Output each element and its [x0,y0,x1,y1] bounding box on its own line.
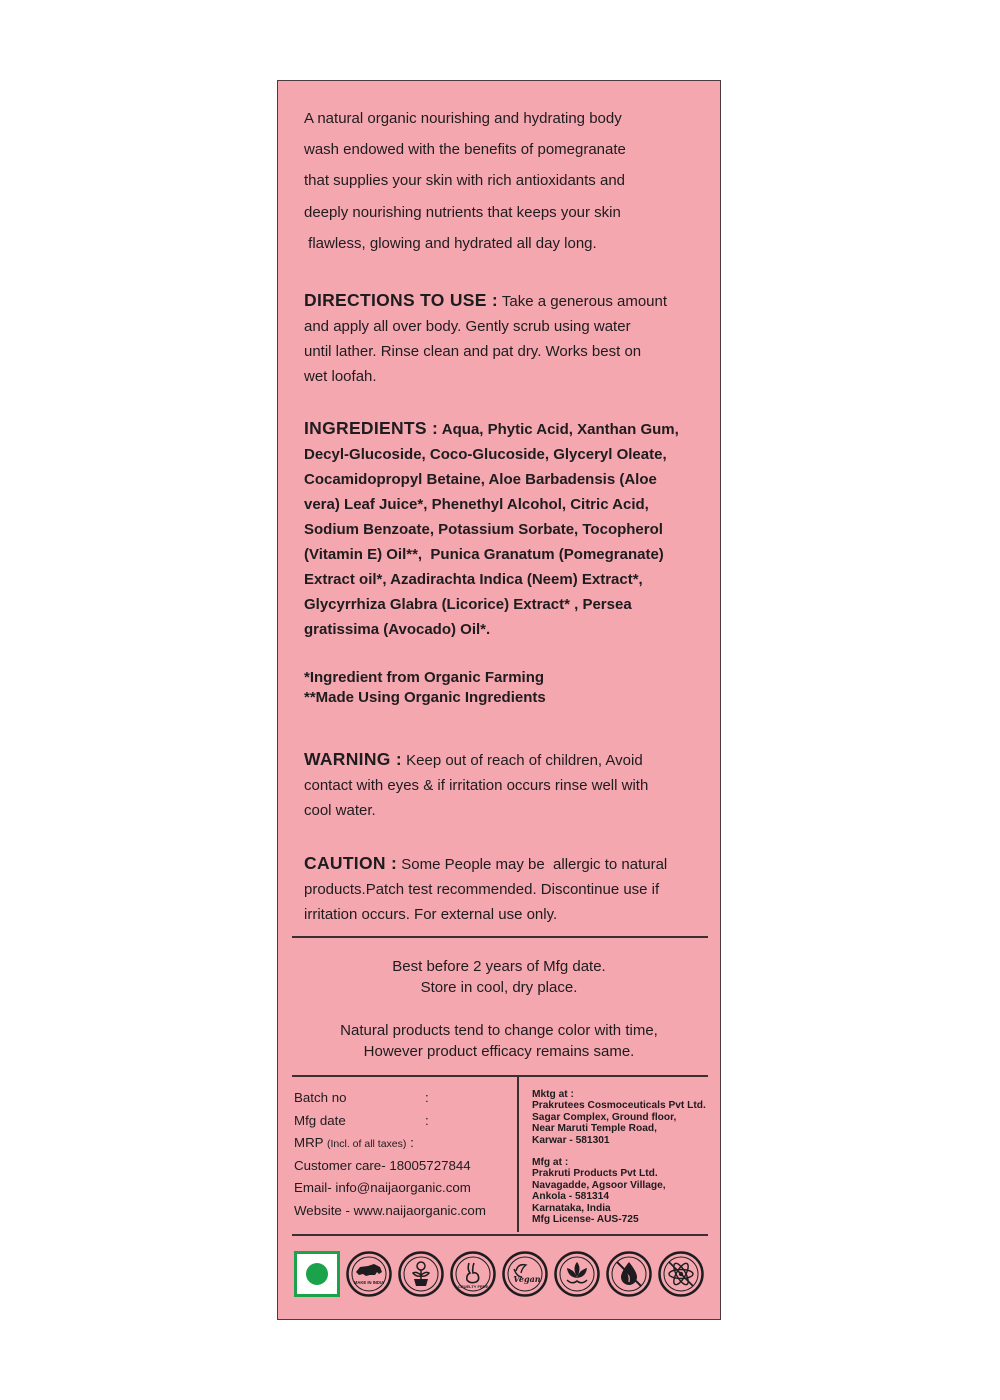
storage-info [278,956,720,998]
manufacturer-line: Prakruti Products Pvt Ltd. [532,1168,658,1180]
color-note-line: However product efficacy remains same. [363,1043,635,1060]
email-contact: Email- info@naijaorganic.com [294,1180,471,1196]
manufacturer-line: Navagadde, Agsoor Village, [532,1179,666,1191]
manufacturer-line: Mfg License- AUS-725 [532,1214,639,1226]
description-line: that supplies your skin with rich antioxidants and [304,172,626,190]
caution-text: products.Patch test recommended. Discontinue use if [304,881,660,898]
no-chemicals-icon [658,1251,704,1297]
divider [292,936,708,938]
ingredients-text: Cocamidopropyl Betaine, Aloe Barbadensis (Aloe [304,471,657,488]
directions-text: until lather. Rinse clean and pat dry. Works best on [304,343,642,360]
caution-section [304,851,709,927]
directions-text: Take a generous amount [498,293,668,310]
colon: : [425,1090,429,1105]
directions-text: wet loofah. [304,368,377,385]
no-oil-icon [606,1251,652,1297]
color-note-line: Natural products tend to change color with time, [340,1022,658,1039]
colon: : [410,1135,414,1151]
warning-text: Keep out of reach of children, Avoid [401,752,643,769]
description-line: A natural organic nourishing and hydrating body [304,110,622,127]
marketer-line: Prakrutees Cosmoceuticals Pvt Ltd. [532,1100,706,1112]
manufacturer-label: Mfg at : [532,1157,569,1169]
directions-section [304,288,709,389]
ingredients-text: Sodium Benzoate, Potassium Sorbate, Tocopherol [304,521,663,538]
vegetarian-mark-icon [294,1251,340,1297]
description-line: flawless, glowing and hydrated all day long. [304,234,597,252]
caution-text: Some People may be allergic to natural [397,856,668,873]
storage-line: Best before 2 years of Mfg date. [392,958,606,975]
manufacturer-line: Karnataka, India [532,1202,611,1214]
make-in-india-text: MAKE IN INDIA [353,1280,385,1285]
ingredients-text: (Vitamin E) Oil**, Punica Granatum (Pomegranate) [304,546,664,563]
product-info [294,1087,524,1223]
storage-line: Store in cool, dry place. [420,979,578,996]
manufacturer-line: Ankola - 581314 [532,1191,610,1203]
mrp-label: MRP [294,1135,324,1151]
warning-heading: WARNING : [304,749,402,769]
cruelty-free-icon [450,1251,496,1297]
batch-label: Batch no [294,1090,347,1105]
mfg-date-label: Mfg date [294,1112,346,1128]
vertical-divider [517,1077,519,1232]
marketer-label: Mktg at : [532,1089,574,1100]
divider [292,1075,708,1077]
description-line: wash endowed with the benefits of pomegranate [304,141,626,159]
color-change-note [278,1020,720,1062]
colon: : [425,1112,429,1128]
customer-care: Customer care- 18005727844 [294,1157,471,1173]
website-link: Website - www.naijaorganic.com [294,1202,486,1218]
marketer-line: Karwar - 581301 [532,1134,610,1146]
vegan-text: Vegan [513,1274,541,1284]
mrp-row [294,1132,524,1155]
ingredients-text: vera) Leaf Juice*, Phenethyl Alcohol, Citric Acid, [304,496,649,513]
warning-text: contact with eyes & if irritation occurs rinse well with [304,777,649,794]
mfg-date-row [294,1110,524,1133]
ingredients-section [304,416,709,642]
mrp-note: (Incl. of all taxes) [327,1138,407,1151]
marketer-line: Sagar Complex, Ground floor, [532,1111,677,1123]
natural-plant-icon [398,1251,444,1297]
company-info [532,1089,717,1225]
ingredients-text: Extract oil*, Azadirachta Indica (Neem) Extract*, [304,571,643,588]
organic-note: **Made Using Organic Ingredients [304,689,546,706]
caution-text: irritation occurs. For external use only. [304,906,558,923]
ingredients-text: Aqua, Phytic Acid, Xanthan Gum, [438,421,679,438]
caution-heading: CAUTION : [304,853,398,873]
organic-note: *Ingredient from Organic Farming [304,669,545,686]
marketer-line: Near Maruti Temple Road, [532,1123,657,1135]
product-label-panel [277,80,721,1320]
warning-text: cool water. [304,802,376,819]
ingredients-text: gratissima (Avocado) Oil*. [304,621,491,638]
organic-notes [304,668,546,708]
directions-heading: DIRECTIONS TO USE : [304,290,499,310]
batch-number-row [294,1087,524,1110]
product-description [304,103,704,259]
cruelty-free-text: CRUELTY FREE [457,1284,489,1289]
ingredients-text: Glycyrrhiza Glabra (Licorice) Extract* , Persea [304,596,632,613]
ingredients-text: Decyl-Glucoside, Coco-Glucoside, Glyceryl Oleate, [304,446,667,463]
warning-section [304,747,709,823]
directions-text: and apply all over body. Gently scrub using water [304,318,631,335]
ingredients-heading: INGREDIENTS : [304,418,439,438]
divider [292,1234,708,1236]
make-in-india-icon [346,1251,392,1297]
lotus-icon [554,1251,600,1297]
description-line: deeply nourishing nutrients that keeps your skin [304,203,621,221]
vegan-icon [502,1251,548,1297]
